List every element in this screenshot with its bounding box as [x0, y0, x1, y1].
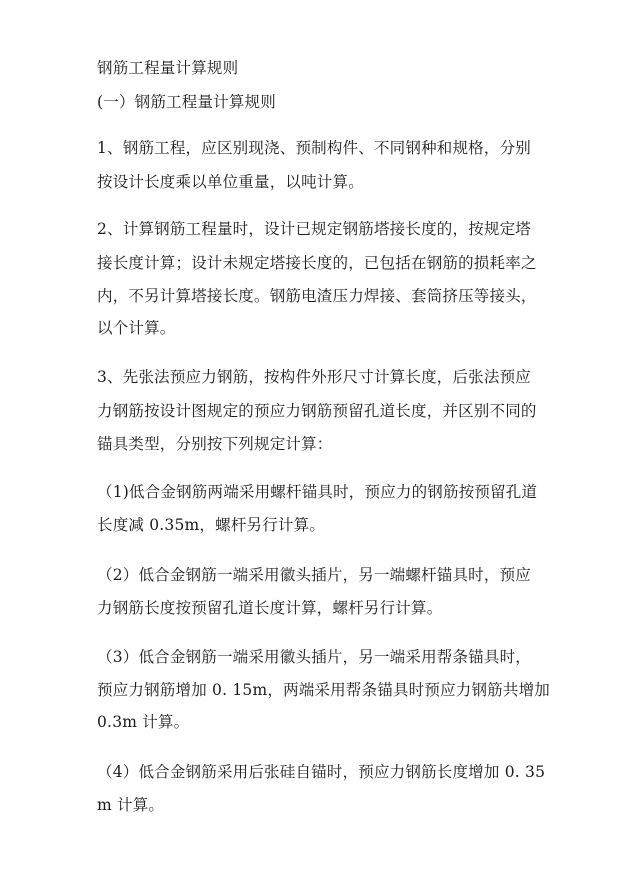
paragraph-2-line-1: 2、计算钢筋工程量时，设计已规定钢筋塔接长度的，按规定塔 [97, 220, 531, 238]
item-3-line-3: 0.3m 计算。 [97, 713, 190, 731]
paragraph-3-line-3: 锚具类型，分别按下列规定计算： [97, 435, 333, 453]
document-title: 钢筋工程量计算规则 [97, 59, 239, 77]
item-3-line-1: （3）低合金钢筋一端采用徽头插片，另一端采用帮条锚具时， [97, 648, 531, 666]
paragraph-3-line-2: 力钢筋按设计图规定的预应力钢筋预留孔道长度，并区别不同的 [97, 402, 537, 420]
item-3-line-2: 预应力钢筋增加 0. 15m，两端采用帮条锚具时预应力钢筋共增加 [97, 681, 550, 699]
item-1-line-1: （1)低合金钢筋两端采用螺杆锚具时，预应力的钢筋按预留孔道 [97, 483, 538, 501]
paragraph-1-line-1: 1、钢筋工程，应区别现浇、预制构件、不同钢种和规格，分别 [97, 139, 531, 157]
paragraph-1-line-2: 按设计长度乘以单位重量，以吨计算。 [97, 173, 364, 191]
item-2-line-2: 力钢筋长度按预留孔道长度计算，螺杆另行计算。 [97, 599, 443, 617]
item-2-line-1: （2）低合金钢筋一端采用徽头插片，另一端螺杆锚具时，预应 [97, 566, 531, 584]
paragraph-2-line-2: 接长度计算；设计未规定塔接长度的，已包括在钢筋的损耗率之 [97, 254, 537, 272]
paragraph-2-line-3: 内，不另计算塔接长度。钢筋电渣压力焊接、套筒挤压等接头， [97, 287, 537, 305]
item-1-line-2: 长度减 0.35m，螺杆另行计算。 [97, 516, 326, 534]
item-4-line-1: （4）低合金钢筋采用后张硅自锚时，预应力钢筋长度增加 0. 35 [97, 763, 546, 781]
paragraph-2-line-4: 以个计算。 [97, 319, 176, 337]
section-heading: (一）钢筋工程量计算规则 [97, 93, 276, 111]
item-4-line-2: m 计算。 [97, 796, 165, 814]
paragraph-3-line-1: 3、先张法预应力钢筋，按构件外形尺寸计算长度，后张法预应 [97, 368, 531, 386]
